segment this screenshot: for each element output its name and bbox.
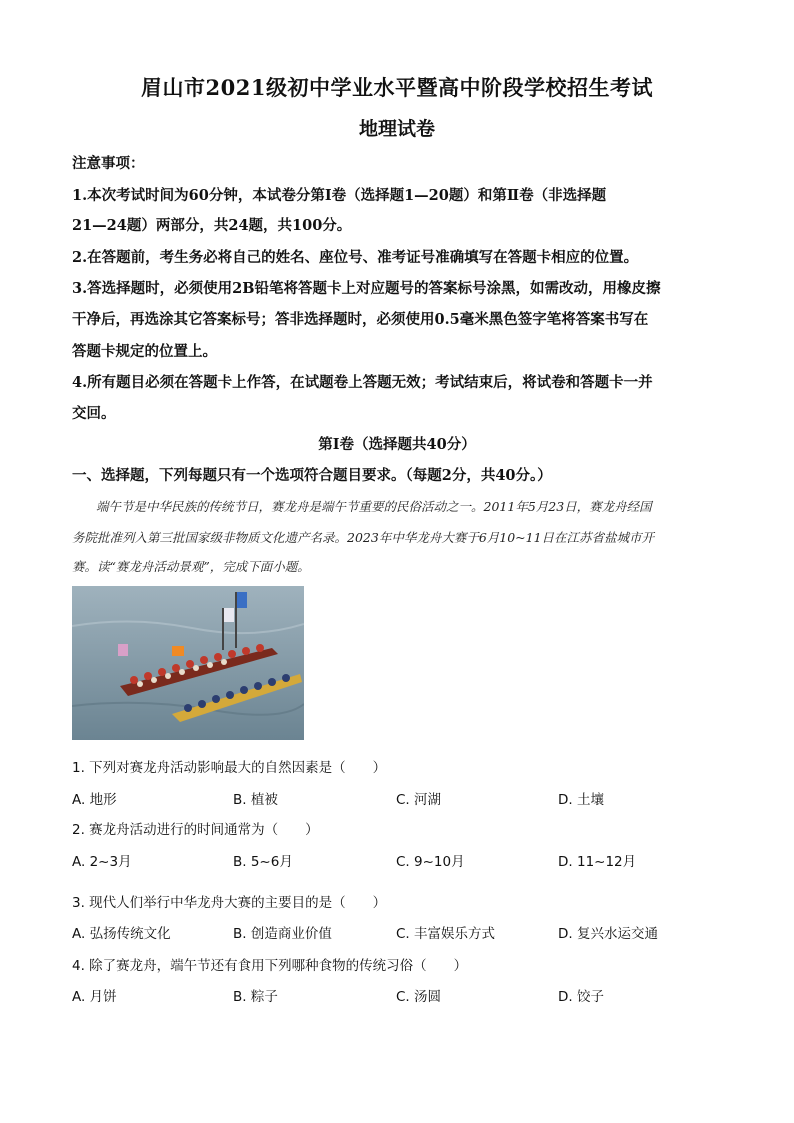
question-stem: 1. 下列对赛龙舟活动影响最大的自然因素是（ ） xyxy=(72,760,387,776)
option-b: B. 植被 xyxy=(233,792,278,808)
passage-line: 务院批准列入第三批国家级非物质文化遗产名录。2023年中华龙舟大赛于6月10~11日在江苏省盐城市开 xyxy=(72,530,655,545)
option-c: C. 丰富娱乐方式 xyxy=(396,926,496,942)
exam-title: 眉山市2021级初中学业水平暨高中阶段学校招生考试 xyxy=(141,75,653,100)
option-b: B. 粽子 xyxy=(233,989,278,1005)
notice-line: 交回。 xyxy=(72,405,116,422)
option-b: B. 5~6月 xyxy=(233,854,293,870)
option-c: C. 9~10月 xyxy=(396,854,465,870)
option-c: C. 河湖 xyxy=(396,792,442,808)
section-title: 第Ⅰ卷（选择题共40分） xyxy=(318,436,476,453)
notice-line: 21—24题）两部分，共24题，共100分。 xyxy=(72,217,352,234)
option-b: B. 创造商业价值 xyxy=(233,926,332,942)
option-d: D. 复兴水运交通 xyxy=(558,926,658,942)
notice-line: 4.所有题目必须在答题卡上作答，在试题卷上答题无效；考试结束后，将试卷和答题卡一并 xyxy=(72,374,653,391)
notice-line: 干净后，再选涂其它答案标号；答非选择题时，必须使用0.5毫米黑色签字笔将答案书写在 xyxy=(72,311,649,328)
notice-line: 2.在答题前，考生务必将自己的姓名、座位号、准考证号准确填写在答题卡相应的位置。 xyxy=(72,249,639,266)
option-d: D. 土壤 xyxy=(558,792,604,808)
option-a: A. 2~3月 xyxy=(72,854,132,870)
notice-line: 答题卡规定的位置上。 xyxy=(72,343,217,360)
option-c: C. 汤圆 xyxy=(396,989,442,1005)
option-a: A. 弘扬传统文化 xyxy=(72,926,171,942)
dragon-boat-photo xyxy=(72,586,304,740)
notice-heading: 注意事项： xyxy=(72,155,145,172)
question-stem: 4. 除了赛龙舟，端午节还有食用下列哪种食物的传统习俗（ ） xyxy=(72,958,468,974)
notice-line: 3.答选择题时，必须使用2B铅笔将答题卡上对应题号的答案标号涂黑，如需改动，用橡皮擦 xyxy=(72,280,661,297)
option-d: D. 11~12月 xyxy=(558,854,637,870)
option-d: D. 饺子 xyxy=(558,989,604,1005)
option-a: A. 地形 xyxy=(72,792,117,808)
question-stem: 2. 赛龙舟活动进行的时间通常为（ ） xyxy=(72,822,319,838)
passage-line: 赛。读“赛龙舟活动景观”，完成下面小题。 xyxy=(72,559,310,574)
exam-subtitle: 地理试卷 xyxy=(358,118,435,140)
question-stem: 3. 现代人们举行中华龙舟大赛的主要目的是（ ） xyxy=(72,895,387,911)
notice-line: 1.本次考试时间为60分钟，本试卷分第Ⅰ卷（选择题1—20题）和第Ⅱ卷（非选择题 xyxy=(72,187,607,204)
section-instruction: 一、选择题，下列每题只有一个选项符合题目要求。（每题2分，共40分。） xyxy=(72,467,552,484)
passage-line: 端午节是中华民族的传统节日，赛龙舟是端午节重要的民俗活动之一。2011年5月23日，赛龙舟经国 xyxy=(96,499,652,514)
option-a: A. 月饼 xyxy=(72,989,117,1005)
